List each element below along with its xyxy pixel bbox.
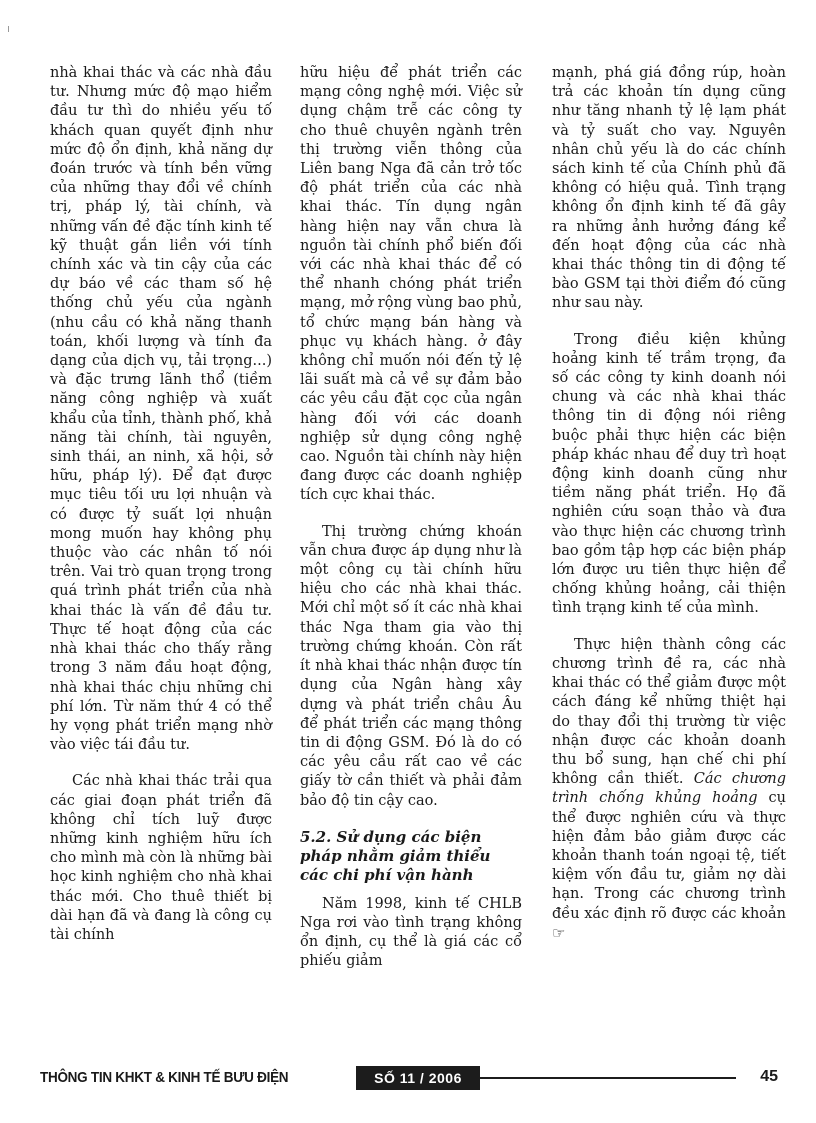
text-column-1 — [50, 64, 272, 945]
paragraph: Các nhà khai thác trải qua các giai đoạn phát triển đã không chỉ tích luỹ được những kinh nghiệm hữu ích cho mình mà còn là những bài học kinh nghiệm cho nhà khai thác mới. Cho thuê thiết bị dài hạn đã và đang là công cụ tài chính — [50, 773, 272, 943]
paragraph: Năm 1998, kinh tế CHLB Nga rơi vào tình trạng không ổn định, cụ thể là giá các cổ phiếu giảm — [300, 895, 522, 970]
footer-rule — [480, 1077, 736, 1079]
page-number: 45 — [760, 1068, 778, 1085]
paragraph: mạnh, phá giá đồng rúp, hoàn trả các khoản tín dụng cũng như tăng nhanh tỷ lệ lạm phát và tỷ suất cho vay. Nguyên nhân chủ yếu là do các chính sách kinh tế của Chính phủ đã không có hiệu quả. Tình trạng không ổn định kinh tế đã gây ra những ảnh hưởng đáng kể đến hoạt động của các nhà khai thác thông tin di động tế bào GSM tại thời điểm đó cũng như sau này. — [552, 65, 786, 312]
paragraph — [552, 636, 786, 944]
paragraph: nhà khai thác và các nhà đầu tư. Nhưng mức độ mạo hiểm đầu tư thì do nhiều yếu tố khách quan quyết định như mức độ ổn định, khả năng dự đoán trước và tính bền vững của những thay đổi về chính trị, pháp lý, tài chính, và những vấn đề đặc tính kinh tế kỹ thuật gắn liền với tính chính xác và tin cậy của các dự báo về các tham số hệ thống chủ yếu của ngành (nhu cầu có khả năng thanh toán, khối lượng và tính đa dạng của dịch vụ, tải trọng...) và đặc trưng lãnh thổ (tiềm năng công nghiệp và xuất khẩu của tỉnh, thành phố, khả năng tài chính, tài nguyên, sinh thái, an ninh, xã hội, sở hữu, pháp lý). Để đạt được mục tiêu tối ưu lợi nhuận và có được tỷ suất lợi nhuận mong muốn hay không phụ thuộc vào các nhân tố nói trên. Vai trò quan trọng trong quá trình phát triển của nhà khai thác là vấn đề đầu tư. Thực tế hoạt động của các nhà khai thác cho thấy rằng trong 3 năm đầu hoạt động, nhà khai thác chịu những chi phí lớn. Từ năm thứ 4 có thể hy vọng phát triển mạng nhờ vào việc tái đầu tư. — [50, 65, 272, 754]
paragraph: hữu hiệu để phát triển các mạng công nghệ mới. Việc sử dụng chậm trễ các công ty cho thuê chuyên ngành trên thị trường viễn thông của Liên bang Nga đã cản trở tốc độ phát triển của các nhà khai thác. Tín dụng ngân hàng hiện nay vẫn chưa là nguồn tài chính phổ biến đối với các nhà khai thác để có thể nhanh chóng phát triển mạng, mở rộng vùng bao phủ, tổ chức mạng bán hàng và phục vụ khách hàng. ở đây không chỉ muốn nói đến tỷ lệ lãi suất mà cả về sự đảm bảo các yêu cầu đặt cọc của ngân hàng đối với các doanh nghiệp sử dụng công nghệ cao. Nguồn tài chính này hiện đang được các doanh nghiệp tích cực khai thác. — [300, 65, 522, 504]
crop-mark — [8, 26, 9, 32]
publication-title: THÔNG TIN KHKT & KINH TẾ BƯU ĐIỆN — [40, 1069, 289, 1086]
emphasis-text: Các chương trình chống khủng hoảng — [552, 771, 786, 807]
pointing-hand-icon: ☞ — [552, 923, 566, 942]
issue-badge: SỐ 11 / 2006 — [356, 1066, 480, 1090]
page-footer — [40, 1066, 780, 1092]
paragraph-text: Thực hiện thành công các chương trình đề ra, các nhà khai thác có thể giảm được một cách đáng kể những thiệt hại do thay đổi thị trường từ việc nhận được các khoản doanh thu bổ sung, hạn chế chi phí không cần thiết. — [552, 636, 786, 788]
text-column-2 — [300, 64, 522, 972]
paragraph: Trong điều kiện khủng hoảng kinh tế trầm trọng, đa số các công ty kinh doanh nói chung và các nhà khai thác thông tin di động nói riêng buộc phải thực hiện các biện pháp khác nhau để duy trì hoạt động kinh doanh cũng như tiềm năng phát triển. Họ đã nghiên cứu soạn thảo và đưa vào thực hiện các chương trình bao gồm tập hợp các biện pháp lớn được ưu tiên thực hiện để chống khủng hoảng, cải thiện tình trạng kinh tế của mình. — [552, 331, 786, 617]
paragraph-text: cụ thể được nghiên cứu và thực hiện đảm bảo giảm được các khoản thanh toán ngoại tệ, tiết kiệm vốn đầu tư, giảm nợ dài hạn. Trong các chương trình đều xác định rõ được các khoản — [552, 790, 787, 922]
text-column-3 — [552, 64, 786, 944]
paragraph: Thị trường chứng khoán vẫn chưa được áp dụng như là một công cụ tài chính hữu hiệu cho các nhà khai thác. Mới chỉ một số ít các nhà khai thác Nga tham gia vào thị trường chứng khoán. Còn rất ít nhà khai thác nhận được tín dụng của Ngân hàng xây dựng và phát triển châu Âu để phát triển các mạng thông tin di động GSM. Đó là do có các yêu cầu rất cao về các giấy tờ cần thiết và phải đảm bảo độ tin cậy cao. — [300, 523, 522, 809]
section-heading: 5.2. Sử dụng các biện pháp nhằm giảm thiểu các chi phí vận hành — [300, 827, 491, 884]
